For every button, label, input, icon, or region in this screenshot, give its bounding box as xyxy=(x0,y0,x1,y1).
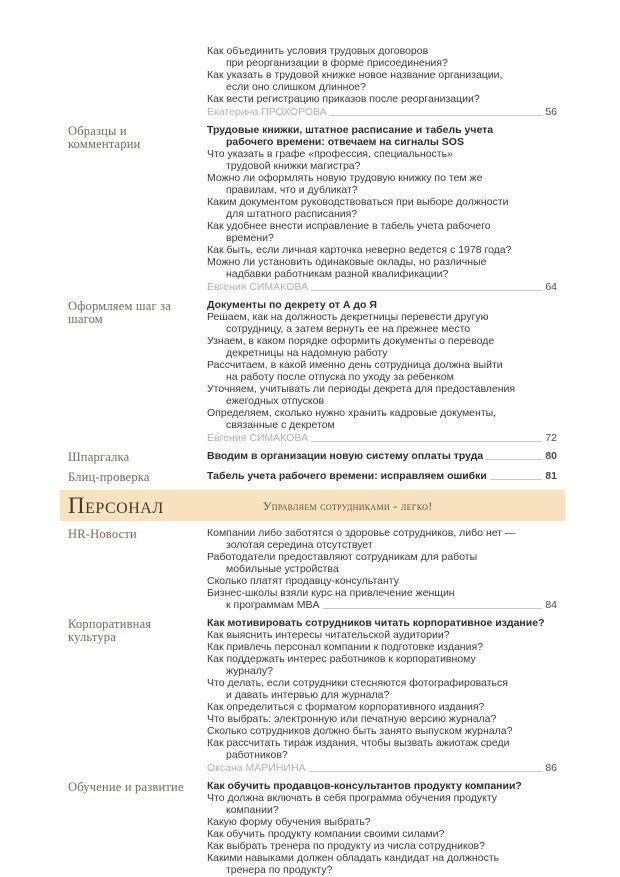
leader-line xyxy=(323,608,543,609)
toc-line: Трудовые книжки, штатное расписание и табель учета xyxy=(207,124,494,136)
toc-line: Определяем, сколько нужно хранить кадровые документы, xyxy=(207,407,497,419)
toc-line: Как привлечь персонал компании к подготовке издания? xyxy=(207,641,483,653)
toc-line: Бизнес-школы взяли курс на привлечение женщин xyxy=(207,587,455,599)
toc-line: Как выяснить интересы читательской аудитории? xyxy=(207,629,450,641)
toc-line: на работу после отпуска по уходу за ребенком xyxy=(226,371,454,383)
toc-line: Документы по декрету от А до Я xyxy=(207,299,377,311)
toc-line: Как обучить продукту компании своими силами? xyxy=(207,828,445,840)
toc-question xyxy=(207,244,557,256)
toc-section xyxy=(60,780,565,876)
toc-line: компании? xyxy=(226,804,279,816)
section-label: HR-Новости xyxy=(68,527,137,541)
toc-sections-top xyxy=(60,45,565,484)
toc-question xyxy=(207,311,557,335)
toc-line-text: Екатерина ПРОХОРОВА xyxy=(207,106,327,118)
section-entries xyxy=(207,617,565,774)
toc-line: Можно ли установить одинаковые оклады, но различные xyxy=(207,256,487,268)
toc-section xyxy=(60,299,565,444)
page-number: 80 xyxy=(545,450,557,462)
toc-question xyxy=(207,629,557,641)
toc-question xyxy=(207,335,557,359)
toc-line: Как быть, если личная карточка неверно ведется с 1978 года? xyxy=(207,244,512,256)
toc-line: Что делать, если сотрудники стесняются фотографироваться xyxy=(207,677,508,689)
toc-sections-bottom xyxy=(60,527,565,876)
page-number: 64 xyxy=(545,281,557,293)
toc-section xyxy=(60,450,565,464)
leader-line xyxy=(486,459,542,460)
toc-line xyxy=(207,470,557,482)
toc-line: Как поддержать интерес работников к корпоративному xyxy=(207,653,476,665)
leader-line xyxy=(490,479,542,480)
toc-line: Сколько платят продавцу-консультанту xyxy=(207,575,399,587)
toc-line: Как объединить условия трудовых договоров xyxy=(207,45,429,57)
section-banner xyxy=(60,490,565,521)
section-entries xyxy=(207,780,565,876)
section-label: Образцы и комментарии xyxy=(68,124,141,151)
toc-question xyxy=(207,407,557,431)
toc-question xyxy=(207,359,557,383)
toc-line: ежегодных отпусков xyxy=(226,395,325,407)
toc-line-text: Евгения СИМАКОВА xyxy=(207,432,308,444)
toc-article-title xyxy=(207,299,557,311)
toc-line-text: Табель учета рабочего времени: исправляем ошибки xyxy=(207,470,487,482)
toc-question xyxy=(207,93,557,105)
toc-line: и давать интервью для журнала? xyxy=(226,689,390,701)
toc-line: Что выбрать: электронную или печатную версию журнала? xyxy=(207,713,497,725)
toc-question xyxy=(207,677,557,701)
section-entries xyxy=(207,124,565,293)
toc-question xyxy=(207,196,557,220)
toc-line-text: Оксана МАРИНИНА xyxy=(207,762,306,774)
toc-line: Как удобнее внести исправление в табель учета рабочего xyxy=(207,220,491,232)
toc-question xyxy=(207,641,557,653)
toc-author-row xyxy=(207,106,557,118)
toc-line: Какими навыками должен обладать кандидат на должность xyxy=(207,852,500,864)
toc-line: при реорганизации в форме присоединения? xyxy=(226,57,448,69)
page-number: 56 xyxy=(545,106,557,118)
section-entries xyxy=(207,470,565,484)
toc-author-row xyxy=(207,762,557,774)
toc-question xyxy=(207,701,557,713)
toc-question xyxy=(207,816,557,828)
toc-line: времени? xyxy=(226,232,274,244)
toc-question xyxy=(207,725,557,737)
toc-line xyxy=(207,762,557,774)
toc-line: Решаем, как на должность декретницы перевести другую xyxy=(207,311,489,323)
leader-line xyxy=(311,290,542,291)
leader-line xyxy=(309,771,543,772)
toc-line: Как определиться с форматом корпоративного издания? xyxy=(207,701,485,713)
toc-line: золотая середина отсутствует xyxy=(226,539,373,551)
toc-question xyxy=(207,828,557,840)
leader-line xyxy=(330,115,543,116)
toc-line: Что указать в графе «профессия, специальность» xyxy=(207,148,453,160)
page-number: 84 xyxy=(545,599,557,611)
section-label: Шпаргалка xyxy=(68,450,130,464)
toc-line: рабочего времени: отвечаем на сигналы SOS xyxy=(226,136,464,148)
toc-question xyxy=(207,713,557,725)
section-entries xyxy=(207,299,565,444)
toc-question xyxy=(207,148,557,172)
toc-article-title xyxy=(207,780,557,792)
toc-section xyxy=(60,124,565,293)
toc-line: Сколько сотрудников должно быть занято выпуском журнала? xyxy=(207,725,513,737)
toc-line: надбавки работникам разной квалификации? xyxy=(226,268,449,280)
toc-question xyxy=(207,45,557,69)
toc-line: Уточняем, учитывать ли периоды декрета для предоставления xyxy=(207,383,516,395)
section-entries xyxy=(207,527,565,611)
toc-question xyxy=(207,792,557,816)
section-label xyxy=(60,45,207,118)
toc-author-row xyxy=(207,281,557,293)
toc-line: Как мотивировать сотрудников читать корпоративное издание? xyxy=(207,617,545,629)
toc-line: Узнаем, в каком порядке оформить документы о переводе xyxy=(207,335,495,347)
toc-line: Как указать в трудовой книжке новое название организации, xyxy=(207,69,503,81)
toc-line: Рассчитаем, в какой именно день сотрудница должна выйти xyxy=(207,359,503,371)
toc-question xyxy=(207,256,557,280)
toc-line: Какую форму обучения выбрать? xyxy=(207,816,371,828)
toc-question xyxy=(207,575,557,587)
toc-line: связанные с декретом xyxy=(226,419,335,431)
toc-line: для штатного расписания? xyxy=(226,208,358,220)
section-label: Корпоративная культура xyxy=(68,617,152,644)
toc-question xyxy=(207,172,557,196)
toc-question xyxy=(207,220,557,244)
toc-line-text: Вводим в организации новую систему оплаты труда xyxy=(207,450,484,462)
toc-line: Каким документом руководствоваться при выборе должности xyxy=(207,196,509,208)
toc-article-title xyxy=(207,450,557,462)
toc-section xyxy=(60,470,565,484)
toc-line: Как вести регистрацию приказов после реорганизации? xyxy=(207,93,480,105)
toc-line: сотрудницу, а затем вернуть ее на прежнее место xyxy=(226,323,471,335)
section-entries xyxy=(207,450,565,464)
toc-line xyxy=(207,432,557,444)
toc-author-row xyxy=(207,432,557,444)
toc-line: Можно ли оформлять новую трудовую книжку по тем же xyxy=(207,172,483,184)
leader-line xyxy=(311,441,542,442)
toc-section xyxy=(60,527,565,611)
toc-line: Как рассчитать тираж издания, чтобы вызвать ажиотаж среди xyxy=(207,737,510,749)
toc-line: Компании либо заботятся о здоровье сотрудников, либо нет — xyxy=(207,527,516,539)
page-number: 86 xyxy=(545,762,557,774)
toc-question xyxy=(207,587,557,611)
toc-line: мобильные устройства xyxy=(226,563,339,575)
toc-section xyxy=(60,45,565,118)
toc-line: Как выбрать тренера по продукту из числа сотрудников? xyxy=(207,840,485,852)
toc-question xyxy=(207,840,557,852)
toc-article-title xyxy=(207,124,557,148)
toc-line: Работодатели предоставляют сотрудникам для работы xyxy=(207,551,478,563)
toc-question xyxy=(207,69,557,93)
toc-line: Как обучить продавцов-консультантов продукту компании? xyxy=(207,780,522,792)
toc-line: если оно слишком длинное? xyxy=(226,81,366,93)
page-number: 81 xyxy=(545,470,557,482)
toc-line-text: Евгения СИМАКОВА xyxy=(207,281,308,293)
toc-article-title xyxy=(207,470,557,482)
toc-section xyxy=(60,617,565,774)
toc-question xyxy=(207,383,557,407)
toc-line: журналу? xyxy=(226,665,273,677)
section-label: Оформляем шаг за шагом xyxy=(68,299,172,326)
toc-line: работников? xyxy=(226,749,288,761)
toc-question xyxy=(207,653,557,677)
toc-line: декретницы на надомную работу xyxy=(226,347,388,359)
toc-line xyxy=(207,450,557,462)
toc-line xyxy=(207,281,557,293)
section-entries xyxy=(207,45,565,118)
banner-tagline: Управляем сотрудниками - легко! xyxy=(263,499,433,513)
toc-line: правилам, что и дубликат? xyxy=(226,184,358,196)
toc-line xyxy=(207,106,557,118)
toc-line: трудовой книжки магистра? xyxy=(226,160,361,172)
toc-question xyxy=(207,527,557,551)
toc-article-title xyxy=(207,617,557,629)
toc-line-text: к программам MBA xyxy=(226,599,320,611)
toc-line xyxy=(207,599,557,611)
toc-question xyxy=(207,852,557,876)
banner-title: Персонал xyxy=(68,493,164,518)
section-label: Блиц-проверка xyxy=(68,470,150,484)
toc-line: Что должна включать в себя программа обучения продукту xyxy=(207,792,497,804)
toc-line: тренера по продукту? xyxy=(226,864,333,876)
page-number: 72 xyxy=(545,432,557,444)
toc-question xyxy=(207,737,557,761)
toc-question xyxy=(207,551,557,575)
section-label: Обучение и развитие xyxy=(68,780,184,794)
